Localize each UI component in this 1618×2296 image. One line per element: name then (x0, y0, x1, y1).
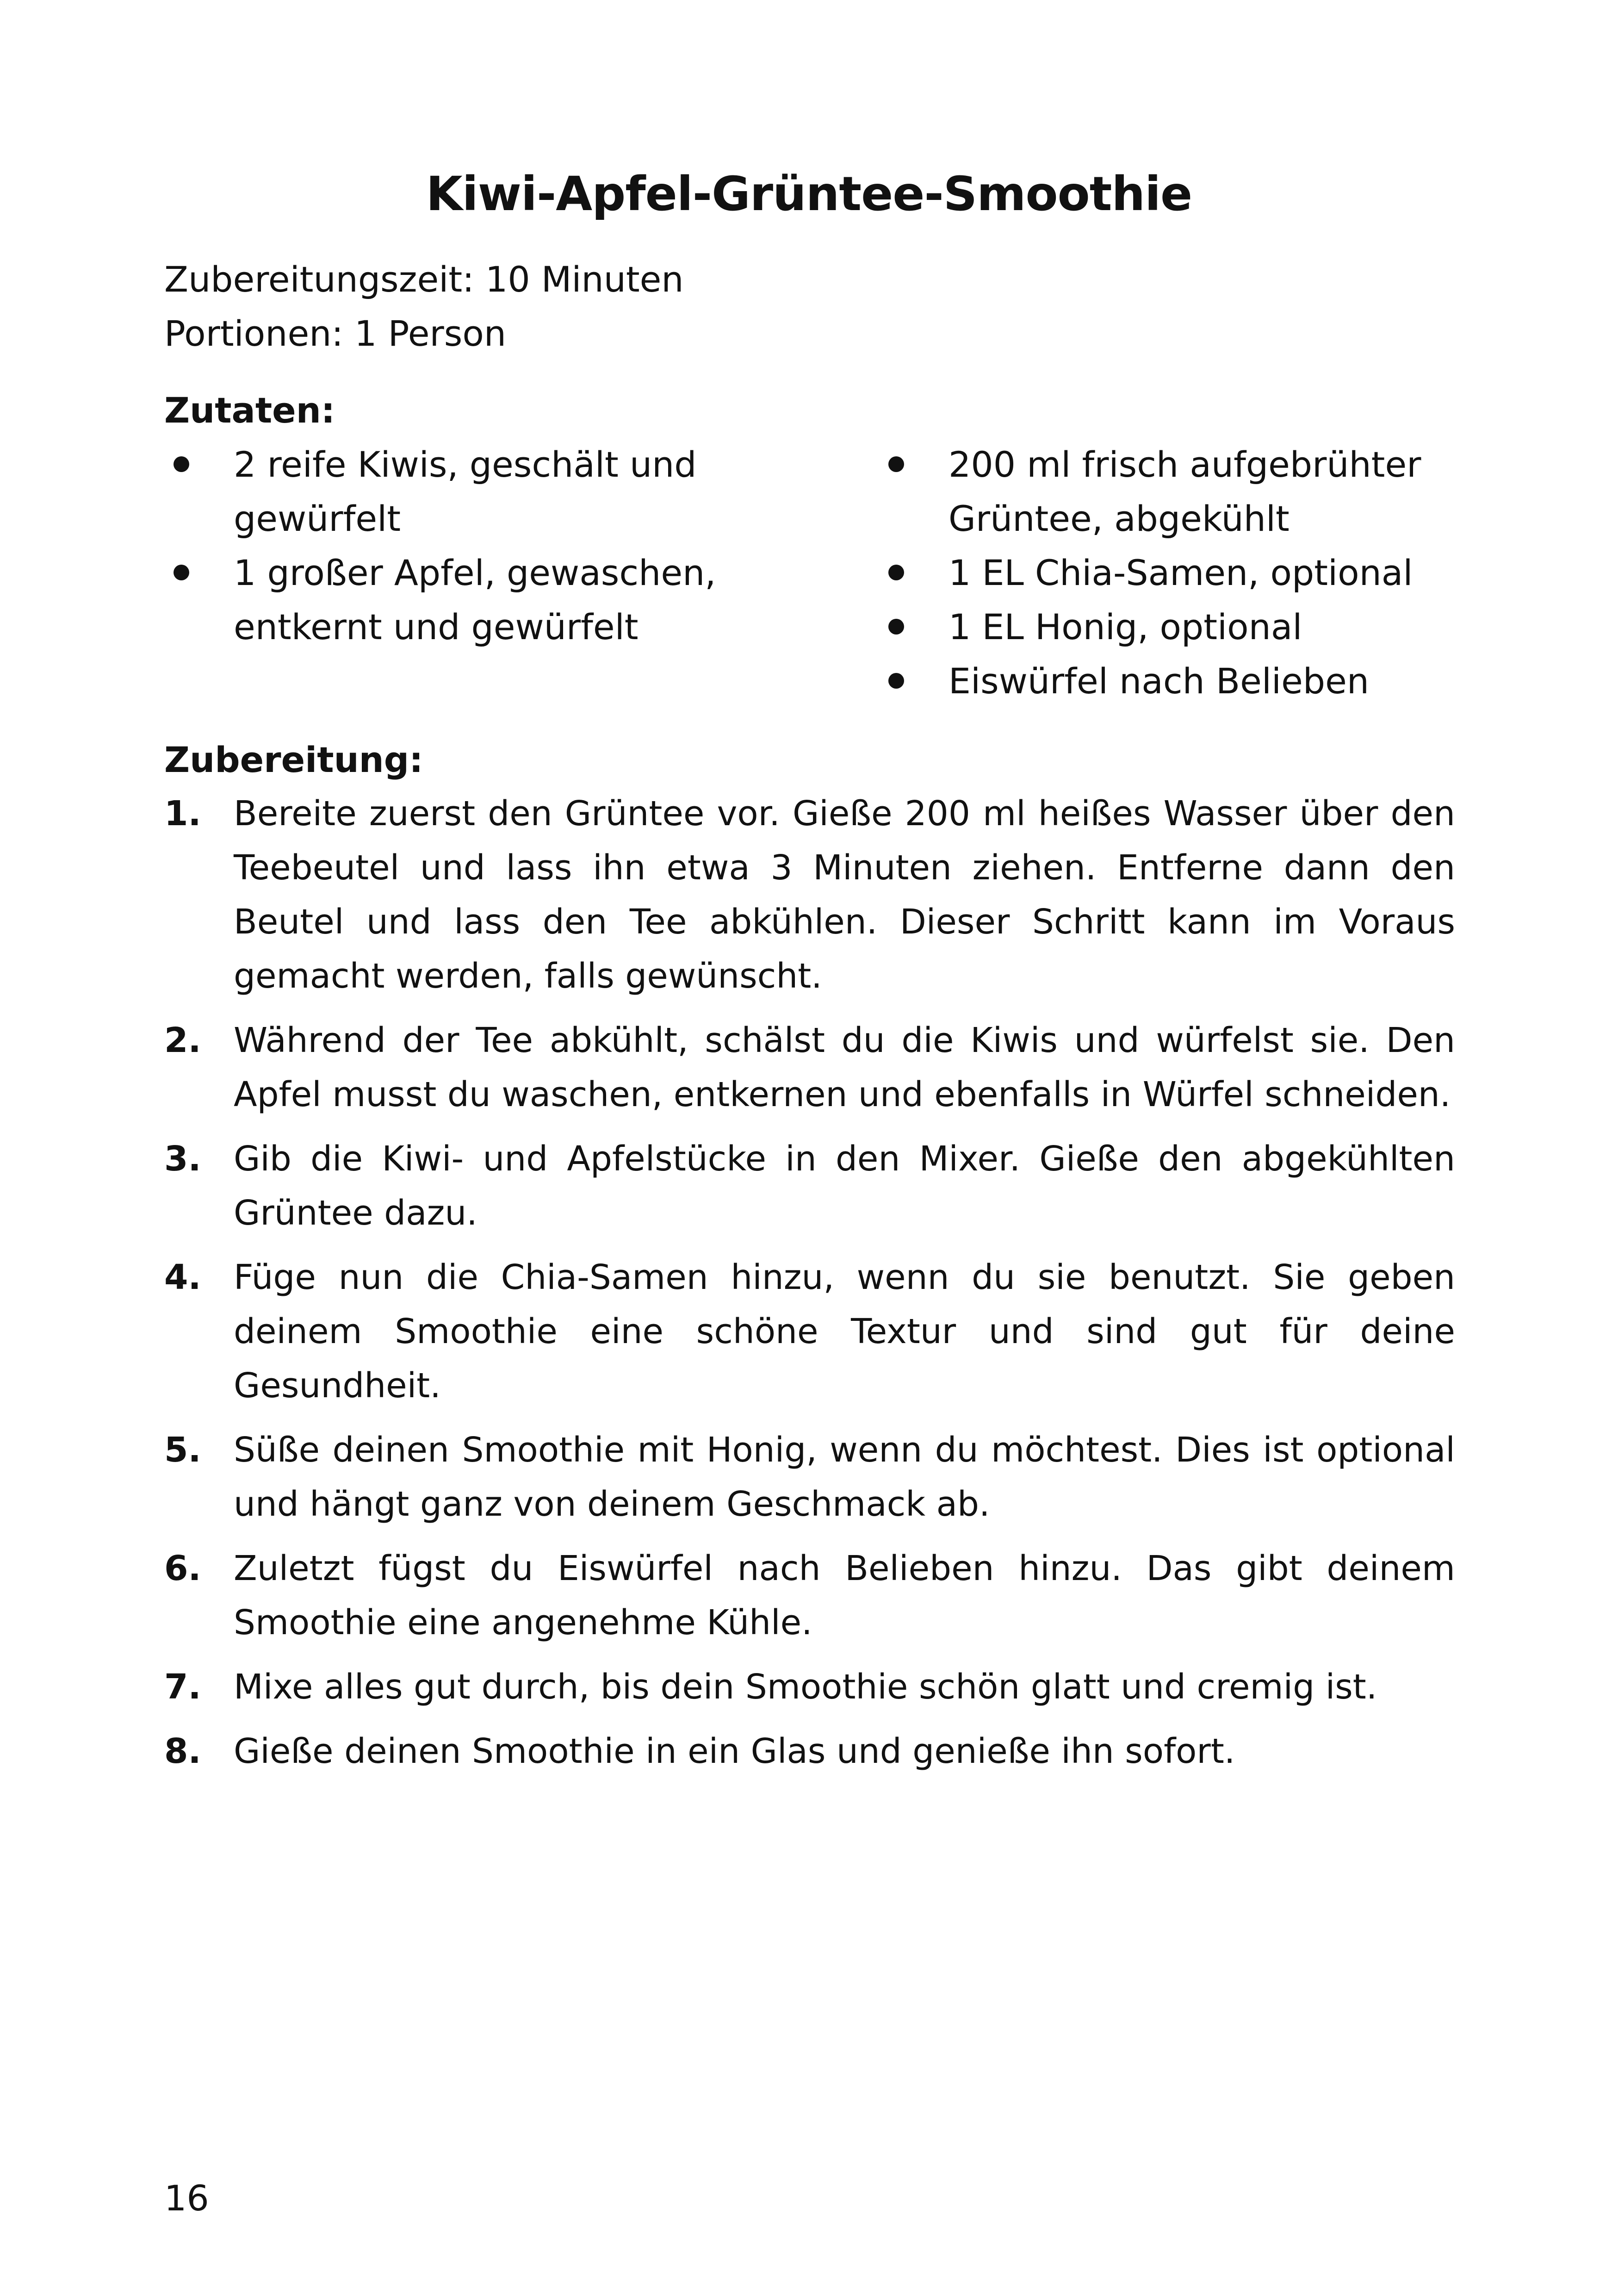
step-number: 6. (164, 1549, 201, 1588)
preparation-heading: Zubereitung: (164, 739, 423, 780)
page-number: 16 (164, 2178, 209, 2219)
bullet-icon (174, 456, 189, 472)
ingredient-item (879, 546, 1481, 600)
bullet-icon (888, 565, 904, 580)
step-number: 1. (164, 794, 201, 834)
step-number: 8. (164, 1731, 201, 1771)
step-item (164, 1132, 1455, 1240)
ingredient-item (164, 546, 766, 654)
bullet-icon (888, 619, 904, 635)
recipe-title: Kiwi-Apfel-Grüntee-Smoothie (426, 167, 1192, 222)
step-item (164, 787, 1455, 1003)
step-text: Während der Tee abkühlt, schälst du die Kiwis und würfelst sie. Den Apfel musst du waschen, entkernen und ebenfalls in Würfel schneiden. (234, 1020, 1455, 1114)
ingredient-text: Eiswürfel nach Belieben (948, 660, 1369, 702)
step-number: 2. (164, 1020, 201, 1060)
step-item (164, 1542, 1455, 1650)
step-item (164, 1014, 1455, 1122)
bullet-icon (174, 565, 189, 580)
step-text: Zuletzt fügst du Eiswürfel nach Belieben hinzu. Das gibt deinem Smoothie eine angenehme Kühle. (234, 1549, 1455, 1643)
ingredient-item (879, 437, 1481, 546)
step-text: Mixe alles gut durch, bis dein Smoothie schön glatt und cremig ist. (234, 1667, 1377, 1707)
servings: Portionen: 1 Person (164, 313, 507, 354)
step-item (164, 1724, 1455, 1779)
step-item (164, 1660, 1455, 1714)
bullet-icon (888, 673, 904, 689)
prep-time: Zubereitungszeit: 10 Minuten (164, 259, 684, 300)
step-number: 4. (164, 1257, 201, 1297)
step-text: Süße deinen Smoothie mit Honig, wenn du möchtest. Dies ist optional und hängt ganz von deinem Geschmack ab. (234, 1430, 1455, 1524)
recipe-meta (164, 252, 684, 361)
step-number: 7. (164, 1667, 201, 1707)
ingredient-text: 1 großer Apfel, gewaschen, entkernt und gewürfelt (234, 552, 716, 647)
step-text: Füge nun die Chia-Samen hinzu, wenn du sie benutzt. Sie geben deinem Smoothie eine schöne Textur und sind gut für deine Gesundheit. (234, 1257, 1455, 1406)
ingredient-item (879, 654, 1481, 708)
step-text: Gib die Kiwi- und Apfelstücke in den Mixer. Gieße den abgekühlten Grüntee dazu. (234, 1139, 1455, 1233)
ingredients-heading: Zutaten: (164, 390, 335, 431)
ingredients-list-right (879, 437, 1481, 708)
step-item (164, 1423, 1455, 1531)
ingredient-item (164, 437, 766, 546)
preparation-steps (164, 787, 1455, 1789)
bullet-icon (888, 456, 904, 472)
step-text: Gieße deinen Smoothie in ein Glas und genieße ihn sofort. (234, 1731, 1235, 1771)
ingredient-item (879, 600, 1481, 654)
step-text: Bereite zuerst den Grüntee vor. Gieße 200 ml heißes Wasser über den Teebeutel und lass ihn etwa 3 Minuten ziehen. Entferne dann den Beutel und lass den Tee abkühlen. Dieser Schritt kann im Voraus gemacht werden, falls gewünscht. (234, 794, 1455, 996)
ingredient-text: 1 EL Chia-Samen, optional (948, 552, 1413, 593)
step-number: 3. (164, 1139, 201, 1179)
step-number: 5. (164, 1430, 201, 1470)
ingredient-text: 1 EL Honig, optional (948, 606, 1302, 647)
step-item (164, 1251, 1455, 1413)
ingredients-list-left (164, 437, 766, 654)
ingredient-text: 200 ml frisch aufgebrühter Grüntee, abgekühlt (948, 444, 1421, 539)
ingredient-text: 2 reife Kiwis, geschält und gewürfelt (234, 444, 697, 539)
